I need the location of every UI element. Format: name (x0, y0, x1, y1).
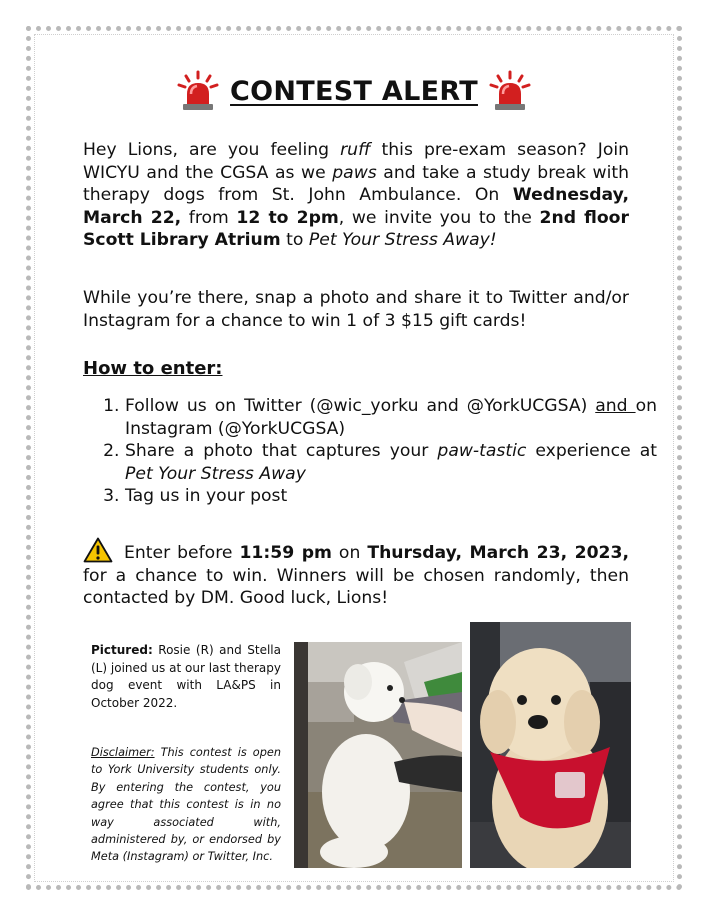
step-text: Share a photo that captures your (125, 441, 438, 461)
photo-doodle-dog (470, 622, 631, 868)
event-time: 12 to 2pm (236, 207, 339, 228)
deadline-text: Enter before (117, 543, 240, 563)
intro-text: Hey Lions, are you feeling (83, 140, 341, 160)
disclaimer-label: Disclaimer: (91, 746, 155, 759)
deadline-paragraph (83, 537, 629, 610)
page-title: CONTEST ALERT (230, 75, 478, 107)
disclaimer (91, 744, 281, 866)
step-text-italic: paw-tastic (437, 441, 527, 461)
step-text: Follow us on Twitter (@wic_yorku and @YorkUCGSA) (125, 396, 596, 416)
step-text: experience at (526, 441, 657, 461)
how-to-heading: How to enter: (83, 358, 223, 379)
rotating-light-icon (176, 70, 220, 112)
intro-text: , we invite you to the (338, 207, 540, 228)
event-date: Wednesday, March 22, (83, 185, 629, 228)
list-item: 3. Tag us in your post (125, 485, 657, 508)
deadline-time: 11:59 pm (239, 543, 332, 563)
intro-text: this pre-exam season? Join WICYU and the CGSA as we (83, 140, 629, 183)
step-text: on Instagram (@YorkUCGSA) (125, 396, 657, 439)
step-text-italic: Pet Your Stress Away (125, 463, 306, 484)
caption-text: Rosie (R) and Stella (L) joined us at our last therapy dog event with LA&PS in October 2022. (91, 643, 281, 710)
list-item (125, 440, 657, 485)
warning-icon (83, 537, 113, 563)
deadline-text: for a chance to win. Winners will be chosen randomly, then contacted by DM. Good luck, Lions! (83, 565, 629, 608)
event-name: Pet Your Stress Away! (308, 230, 497, 250)
share-paragraph: While you’re there, snap a photo and share it to Twitter and/or Instagram for a chance to win 1 of 3 $15 gift cards! (83, 288, 629, 331)
disclaimer-text: This contest is open to York University students only. By entering the contest, you agree that this contest is in no way associated with, administered by, or endorsed by Meta (Instagram) or Twitter, Inc. (91, 746, 281, 864)
step-text-underlined: and (595, 396, 636, 416)
intro-ruff: ruff (340, 140, 371, 160)
caption-label: Pictured: (91, 643, 153, 657)
event-location: 2nd floor Scott Library Atrium (83, 207, 629, 250)
entry-steps-list (97, 395, 657, 508)
deadline-date: Thursday, March 23, 2023, (367, 543, 630, 563)
rotating-light-icon (488, 70, 532, 112)
intro-paragraph (83, 139, 629, 252)
deadline-text: on (331, 543, 368, 563)
intro-text: from (181, 207, 237, 228)
intro-text: to (280, 230, 309, 250)
intro-paws: paws (332, 162, 377, 183)
title-row (0, 68, 708, 114)
list-item (125, 395, 657, 440)
photo-white-dog (294, 642, 462, 868)
intro-text: and take a study break with therapy dogs from St. John Ambulance. On (83, 162, 629, 205)
photo-caption (91, 642, 281, 712)
